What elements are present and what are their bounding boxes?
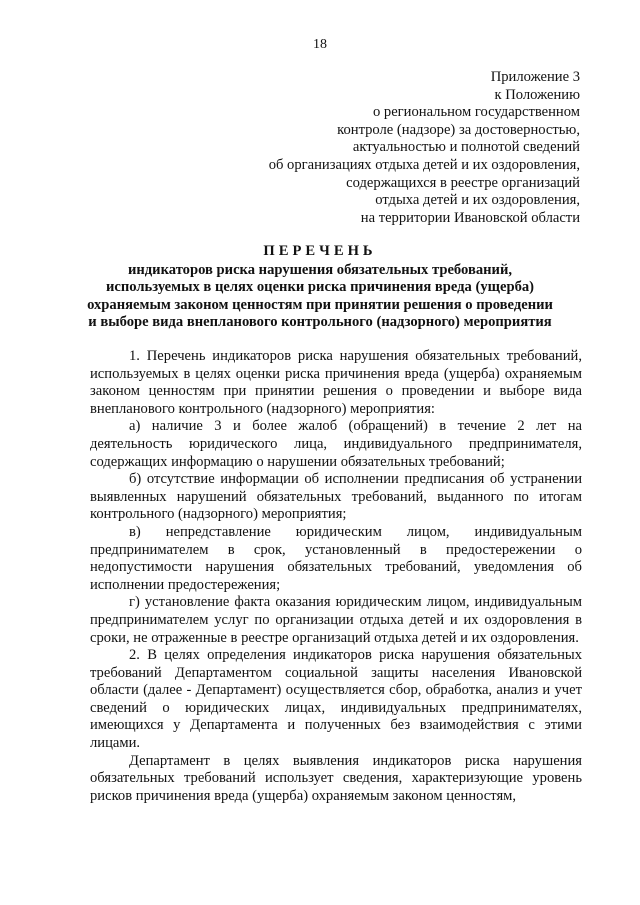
appendix-line: контроле (надзоре) за достоверностью,: [337, 121, 580, 138]
heading-subtitle-line: охраняемым законом ценностям при принятии решения о проведении: [87, 296, 553, 313]
document-body: [90, 348, 582, 805]
appendix-line: об организациях отдыха детей и их оздоровления,: [268, 156, 580, 173]
paragraph-item-a: а) наличие 3 и более жалоб (обращений) в течение 2 лет на деятельность юридического лица, индивидуального предпринимателя, содержащих информацию о нарушении обязательных требований;: [90, 418, 582, 470]
heading-subtitle-line: и выборе вида внепланового контрольного (надзорного) мероприятия: [88, 314, 552, 331]
heading-subtitle-line: используемых в целях оценки риска причинения вреда (ущерба): [105, 279, 535, 296]
paragraph-2: 2. В целях определения индикаторов риска нарушения обязательных требований Департаментом социальной защиты населения Ивановской области (далее - Департамент) осуществляется сбор, обработка, анализ и учет сведений о юридических лицах, индивидуальных предпринимателях, имеющихся у Департамента и полученных без взаимодействия с этими лицами.: [90, 647, 582, 752]
appendix-line: о региональном государственном: [372, 104, 580, 121]
appendix-line: отдыха детей и их оздоровления,: [375, 192, 580, 209]
paragraph-department: Департамент в целях выявления индикаторов риска нарушения обязательных требований использует сведения, характеризующие уровень рисков причинения вреда (ущерба) охраняемым законом ценностям,: [90, 752, 582, 804]
heading-subtitle-line: индикаторов риска нарушения обязательных требований,: [127, 261, 513, 278]
paragraph-item-v: в) непредставление юридическим лицом, индивидуальным предпринимателем в срок, установленный в предостережении о недопустимости нарушения обязательных требований, уведомления об исполнении предостережения;: [90, 523, 582, 593]
heading-title: ПЕРЕЧЕНЬ: [263, 243, 377, 259]
appendix-line: Приложение 3: [490, 69, 580, 85]
page-number: 18: [313, 37, 327, 52]
paragraph-1: 1. Перечень индикаторов риска нарушения обязательных требований, используемых в целях оценки риска причинения вреда (ущерба) охраняемым законом ценностям при принятии решения о проведении и выборе вида внепланового контрольного (надзорного) мероприятия:: [90, 348, 582, 417]
appendix-line: на территории Ивановской области: [360, 209, 580, 226]
paragraph-item-g: г) установление факта оказания юридическим лицом, индивидуальным предпринимателем услуг по организации отдыха детей и их оздоровления в сроки, не отраженные в реестре организаций отдыха детей и их оздоровления.: [90, 594, 582, 646]
appendix-header: [220, 69, 580, 227]
appendix-line: актуальностью и полнотой сведений: [352, 139, 580, 156]
appendix-line: содержащихся в реестре организаций: [346, 174, 580, 191]
appendix-line: к Положению: [494, 86, 580, 103]
document-heading: [60, 243, 580, 332]
paragraph-item-b: б) отсутствие информации об исполнении предписания об устранении выявленных нарушений обязательных требований, выданного по итогам контрольного (надзорного) мероприятия;: [90, 471, 582, 523]
